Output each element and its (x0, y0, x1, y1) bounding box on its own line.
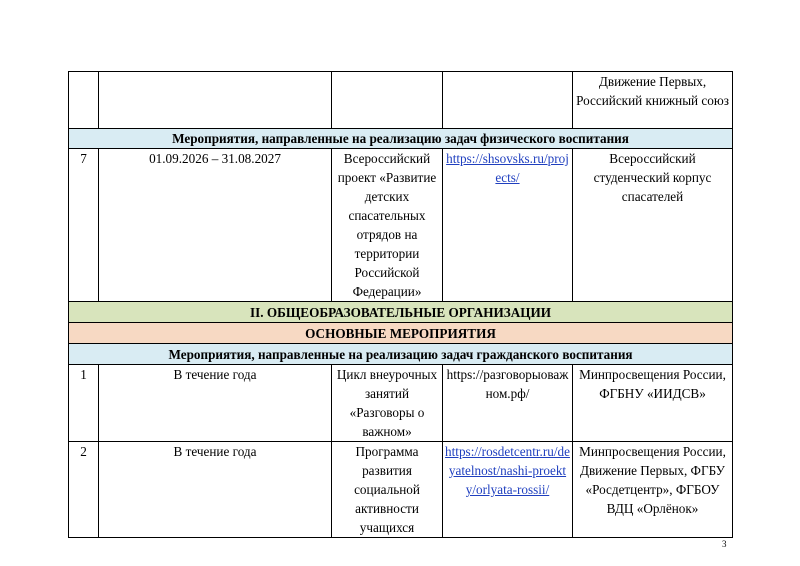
section-header: ОСНОВНЫЕ МЕРОПРИЯТИЯ (69, 323, 733, 344)
row-number-cell: 2 (69, 442, 99, 538)
section-header: Мероприятия, направленные на реализацию задач физического воспитания (69, 129, 733, 149)
row-number-cell: 1 (69, 365, 99, 442)
table-row (69, 365, 733, 442)
project-link[interactable]: https://rosdetcentr.ru/deyatelnost/nashi-proekty/orlyata-rossii/ (445, 444, 570, 497)
link-cell (443, 72, 573, 129)
date-cell: В течение года (99, 365, 332, 442)
section-header: II. ОБЩЕОБРАЗОВАТЕЛЬНЫЕ ОРГАНИЗАЦИИ (69, 302, 733, 323)
page-number: 3 (722, 539, 727, 549)
project-link[interactable]: https://shsovsks.ru/projects/ (446, 151, 569, 185)
link-cell: https://разговорыоважном.рф/ (443, 365, 573, 442)
link-cell (443, 442, 573, 538)
section-header-row (69, 323, 733, 344)
date-cell: 01.09.2026 – 31.08.2027 (99, 149, 332, 302)
organizer-cell: Минпросвещения России, Движение Первых, ФГБУ «Росдетцентр», ФГБОУ ВДЦ «Орлёнок» (573, 442, 733, 538)
event-name-cell: Всероссийский проект «Развитие детских спасательных отрядов на территории Российской Федерации» (332, 149, 443, 302)
events-table (68, 71, 733, 538)
table-row (69, 442, 733, 538)
event-name-cell: Цикл внеурочных занятий «Разговоры о важном» (332, 365, 443, 442)
section-header-row (69, 129, 733, 149)
section-header-row (69, 302, 733, 323)
table-row (69, 72, 733, 129)
row-number-cell (69, 72, 99, 129)
row-number-cell: 7 (69, 149, 99, 302)
organizer-cell: Минпросвещения России, ФГБНУ «ИИДСВ» (573, 365, 733, 442)
section-header: Мероприятия, направленные на реализацию задач гражданского воспитания (69, 344, 733, 365)
organizer-cell: Всероссийский студенческий корпус спасателей (573, 149, 733, 302)
organizer-cell: Движение Первых, Российский книжный союз (573, 72, 733, 129)
event-name-cell (332, 72, 443, 129)
link-cell (443, 149, 573, 302)
date-cell: В течение года (99, 442, 332, 538)
event-name-cell: Программа развития социальной активности учащихся (332, 442, 443, 538)
section-header-row (69, 344, 733, 365)
table-row (69, 149, 733, 302)
date-cell (99, 72, 332, 129)
